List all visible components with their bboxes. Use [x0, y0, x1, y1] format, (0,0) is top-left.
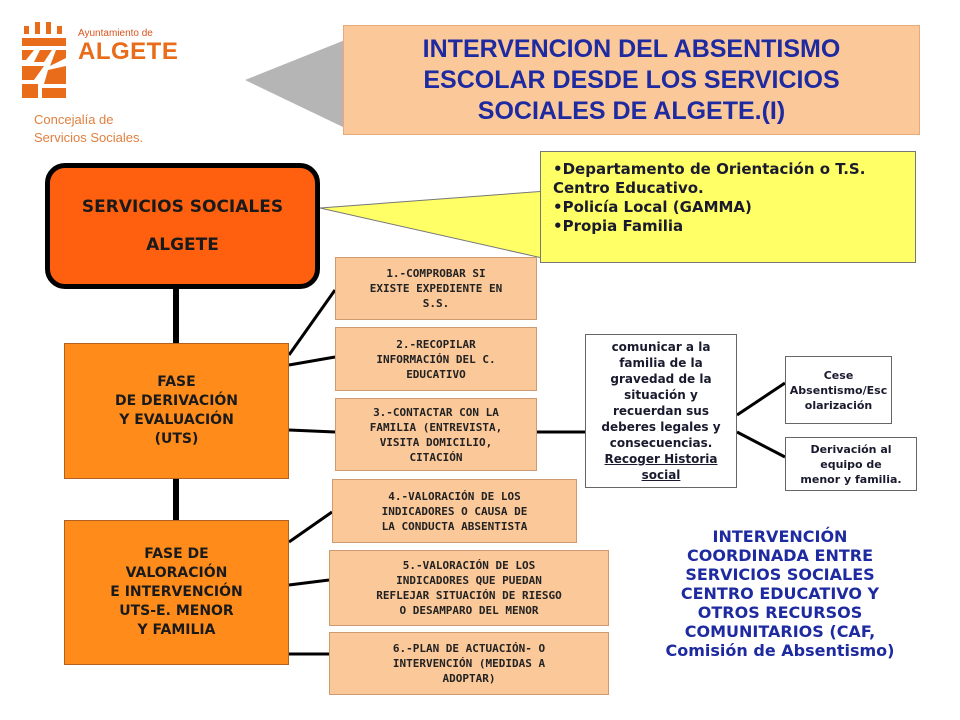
main-box-line2: ALGETE: [146, 235, 219, 255]
logo-subtitle: Ayuntamiento de: [78, 28, 153, 39]
algete-logo-icon: [22, 22, 66, 98]
department-label: [34, 111, 143, 147]
derivacion-text: Derivación al equipo de menor y familia.: [800, 442, 902, 486]
title-pointer-shape: [245, 40, 345, 128]
source-item: •Propia Familia: [553, 217, 684, 235]
step-4-text: 4.-VALORACIÓN DE LOS INDICADORES O CAUSA DE LA CONDUCTA ABSENTISTA: [381, 489, 528, 533]
department-line2: Servicios Sociales.: [34, 130, 144, 145]
servicios-sociales-box: [45, 163, 320, 289]
step-5-text: 5.-VALORACIÓN DE LOS INDICADORES QUE PUEDAN REFLEJAR SITUACIÓN DE RIESGO O DESAMPARO DEL MENOR: [376, 559, 562, 617]
step-2-text: 2.-RECOPILAR INFORMACIÓN DEL C. EDUCATIVO: [376, 337, 496, 381]
communicate-text: comunicar a la familia de la gravedad de la situación y recuerdan sus deberes legales y consecuencias.: [601, 340, 721, 450]
referral-sources-callout: [540, 151, 916, 263]
coordinated-text: INTERVENCIÓN COORDINADA ENTRE SERVICIOS SOCIALES CENTRO EDUCATIVO Y OTROS RECURSOS COMUNITARIOS (CAF, Comisión de Absentismo): [665, 527, 895, 660]
step-5-box: [329, 550, 609, 626]
step-1-text: 1.-COMPROBAR SI EXISTE EXPEDIENTE EN S.S.: [369, 267, 503, 310]
step-1-box: [335, 257, 537, 320]
link-derivacion: [737, 432, 785, 457]
page-title-text: [423, 34, 841, 127]
step-6-box: [329, 632, 609, 695]
step-3-text: 3.-CONTACTAR CON LA FAMILIA (ENTREVISTA, VISITA DOMICILIO, CITACIÓN: [369, 405, 503, 464]
phase-valuation-box: [64, 520, 289, 665]
communicate-family-box: [585, 334, 737, 488]
step-6-text: 6.-PLAN DE ACTUACIÓN- O INTERVENCIÓN (MEDIDAS A ADOPTAR): [392, 642, 546, 685]
derivacion-equipo-box: [785, 437, 917, 491]
link-cese: [737, 383, 785, 415]
phase-derivation-text: FASE DE DERIVACIÓN Y EVALUACIÓN (UTS): [114, 374, 239, 447]
logo-name: ALGETE: [78, 38, 179, 65]
page-title: [343, 25, 920, 135]
source-item: •Departamento de Orientación o T.S. Centro Educativo.: [553, 160, 866, 197]
coordinated-intervention-note: [625, 527, 935, 660]
main-box-line1: SERVICIOS SOCIALES: [81, 197, 284, 217]
phase-valuation-text: FASE DE VALORACIÓN E INTERVENCIÓN UTS-E. MENOR Y FAMILIA: [110, 546, 243, 638]
source-item: •Policía Local (GAMMA): [553, 198, 752, 216]
link-step4: [289, 512, 332, 542]
cese-absentismo-box: [785, 356, 892, 424]
link-step3: [289, 430, 335, 432]
phase-derivation-box: [64, 343, 289, 479]
link-step5: [289, 580, 329, 585]
social-history-text: Recoger Historia social: [604, 452, 718, 482]
callout-pointer-shape: [320, 190, 560, 262]
step-4-box: [332, 479, 577, 543]
department-line1: Concejalía de: [34, 112, 114, 127]
title-line2: ESCOLAR DESDE LOS SERVICIOS: [423, 65, 840, 94]
cese-text: Cese Absentismo/Esc olarización: [789, 368, 888, 412]
step-2-box: [335, 327, 537, 391]
step-3-box: [335, 398, 537, 471]
title-line1: INTERVENCION DEL ABSENTISMO: [422, 34, 841, 63]
link-step2: [289, 357, 335, 365]
link-step1: [289, 290, 335, 355]
title-line3: SOCIALES DE ALGETE.(I): [477, 96, 786, 125]
